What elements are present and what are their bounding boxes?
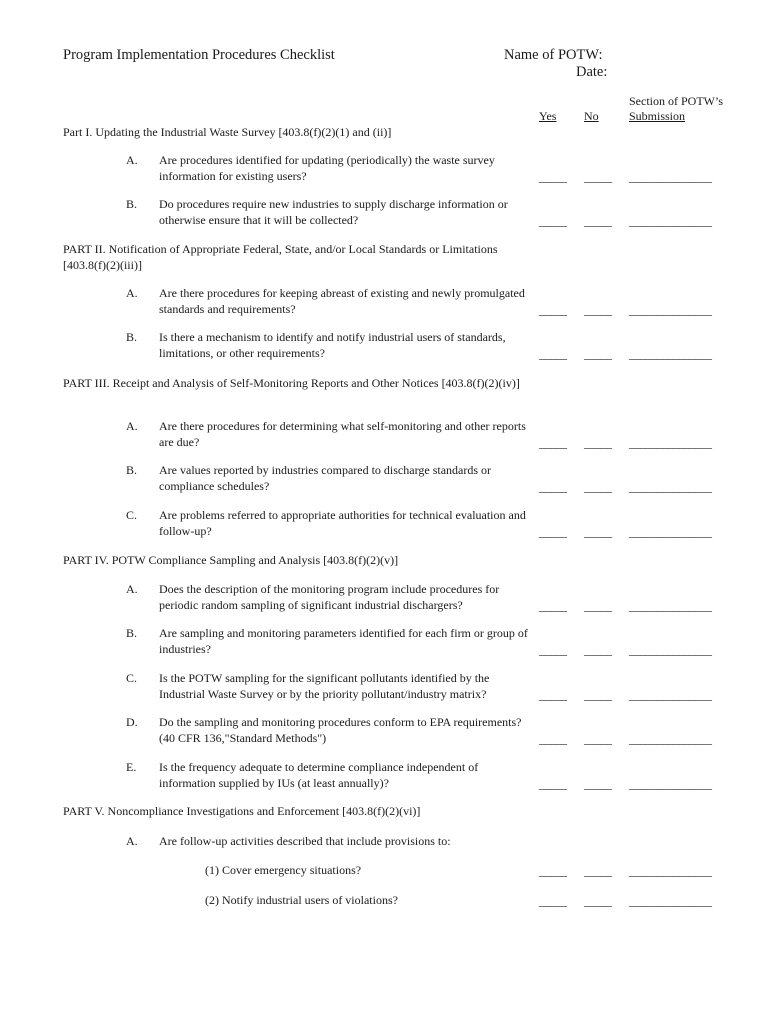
no-answer-blank[interactable]: _____ (584, 894, 612, 908)
section-answer-blank[interactable]: _______________ (629, 525, 712, 539)
yes-answer-blank[interactable]: _____ (539, 688, 567, 702)
question-text: Is the frequency adequate to determine compliance independent of information supplied by IUs (at least annually)? (159, 760, 479, 790)
item-letter: B. (126, 330, 138, 344)
section-answer-blank[interactable]: _______________ (629, 688, 712, 702)
part-1-title: Part I. Updating the Industrial Waste Survey [403.8(f)(2)(1) and (ii)] (63, 125, 392, 139)
question-text: Are values reported by industries compared to discharge standards or compliance schedules? (159, 463, 492, 493)
date-label: Date: (576, 64, 608, 80)
section-answer-blank[interactable]: _______________ (629, 436, 712, 450)
question-text: Are sampling and monitoring parameters identified for each firm or group of industries? (159, 626, 528, 656)
yes-answer-blank[interactable]: _____ (539, 480, 567, 494)
no-column-header: No (584, 109, 599, 123)
item-letter: E. (126, 760, 137, 774)
item-letter: A. (126, 834, 138, 848)
section-answer-blank[interactable]: _______________ (629, 599, 712, 613)
no-answer-blank[interactable]: _____ (584, 643, 612, 657)
item-letter: D. (126, 715, 138, 729)
no-answer-blank[interactable]: _____ (584, 525, 612, 539)
item-letter: A. (126, 582, 138, 596)
question-text: Do procedures require new industries to supply discharge information or otherwise ensure that it will be collected? (159, 197, 508, 227)
item-letter: A. (126, 286, 138, 300)
section-answer-blank[interactable]: _______________ (629, 170, 712, 184)
item-letter: B. (126, 463, 138, 477)
item-letter: B. (126, 197, 138, 211)
item-letter: A. (126, 153, 138, 167)
yes-answer-blank[interactable]: _____ (539, 303, 567, 317)
yes-answer-blank[interactable]: _____ (539, 732, 567, 746)
question-text: Are there procedures for keeping abreast of existing and newly promulgated standards and requirements? (159, 286, 525, 316)
no-answer-blank[interactable]: _____ (584, 170, 612, 184)
yes-answer-blank[interactable]: _____ (539, 170, 567, 184)
yes-answer-blank[interactable]: _____ (539, 214, 567, 228)
section-answer-blank[interactable]: _______________ (629, 347, 712, 361)
potw-name-label: Name of POTW: (504, 47, 603, 63)
question-text: Is there a mechanism to identify and notify industrial users of standards, limitations, or other requirements? (159, 330, 506, 360)
yes-column-header: Yes (539, 109, 557, 123)
yes-answer-blank[interactable]: _____ (539, 777, 567, 791)
part-4-title: PART IV. POTW Compliance Sampling and Analysis [403.8(f)(2)(v)] (63, 553, 399, 567)
item-letter: C. (126, 671, 138, 685)
section-answer-blank[interactable]: _______________ (629, 480, 712, 494)
no-answer-blank[interactable]: _____ (584, 347, 612, 361)
section-header-line2: Submission (629, 109, 686, 123)
subitem-text: (2) Notify industrial users of violations? (205, 893, 398, 907)
no-answer-blank[interactable]: _____ (584, 777, 612, 791)
no-answer-blank[interactable]: _____ (584, 864, 612, 878)
no-answer-blank[interactable]: _____ (584, 214, 612, 228)
section-answer-blank[interactable]: _______________ (629, 643, 712, 657)
no-answer-blank[interactable]: _____ (584, 303, 612, 317)
question-text: Does the description of the monitoring program include procedures for periodic random sampling of significant industrial dischargers? (159, 582, 500, 612)
yes-answer-blank[interactable]: _____ (539, 525, 567, 539)
no-answer-blank[interactable]: _____ (584, 480, 612, 494)
question-text: Are problems referred to appropriate authorities for technical evaluation and follow-up? (159, 508, 526, 538)
no-answer-blank[interactable]: _____ (584, 436, 612, 450)
part-5-title: PART V. Noncompliance Investigations and Enforcement [403.8(f)(2)(vi)] (63, 804, 421, 818)
no-answer-blank[interactable]: _____ (584, 688, 612, 702)
section-column-header (629, 94, 723, 124)
item-letter: B. (126, 626, 138, 640)
yes-answer-blank[interactable]: _____ (539, 436, 567, 450)
section-answer-blank[interactable]: _______________ (629, 732, 712, 746)
section-answer-blank[interactable]: _______________ (629, 777, 712, 791)
part-2-title: PART II. Notification of Appropriate Federal, State, and/or Local Standards or Limitations [403.8(f)(2)(iii)] (63, 242, 498, 272)
page-title: Program Implementation Procedures Checklist (63, 47, 335, 63)
part-3-title: PART III. Receipt and Analysis of Self-Monitoring Reports and Other Notices [403.8(f)(2)(iv)] (63, 376, 520, 390)
section-answer-blank[interactable]: _______________ (629, 303, 712, 317)
no-answer-blank[interactable]: _____ (584, 732, 612, 746)
subitem-text: (1) Cover emergency situations? (205, 863, 362, 877)
item-letter: A. (126, 419, 138, 433)
yes-answer-blank[interactable]: _____ (539, 643, 567, 657)
yes-answer-blank[interactable]: _____ (539, 347, 567, 361)
yes-answer-blank[interactable]: _____ (539, 864, 567, 878)
question-text: Are there procedures for determining what self-monitoring and other reports are due? (159, 419, 526, 449)
section-answer-blank[interactable]: _______________ (629, 864, 712, 878)
section-header-line1: Section of POTW’s (629, 94, 723, 108)
question-text: Are procedures identified for updating (periodically) the waste survey information for existing users? (159, 153, 495, 183)
question-text: Are follow-up activities described that include provisions to: (159, 834, 451, 848)
question-text: Do the sampling and monitoring procedures conform to EPA requirements? (40 CFR 136,"Standard Methods") (159, 715, 522, 745)
section-answer-blank[interactable]: _______________ (629, 894, 712, 908)
question-text: Is the POTW sampling for the significant pollutants identified by the Industrial Waste Survey or by the priority pollutant/industry matrix? (159, 671, 490, 701)
no-answer-blank[interactable]: _____ (584, 599, 612, 613)
yes-answer-blank[interactable]: _____ (539, 599, 567, 613)
yes-answer-blank[interactable]: _____ (539, 894, 567, 908)
item-letter: C. (126, 508, 138, 522)
section-answer-blank[interactable]: _______________ (629, 214, 712, 228)
